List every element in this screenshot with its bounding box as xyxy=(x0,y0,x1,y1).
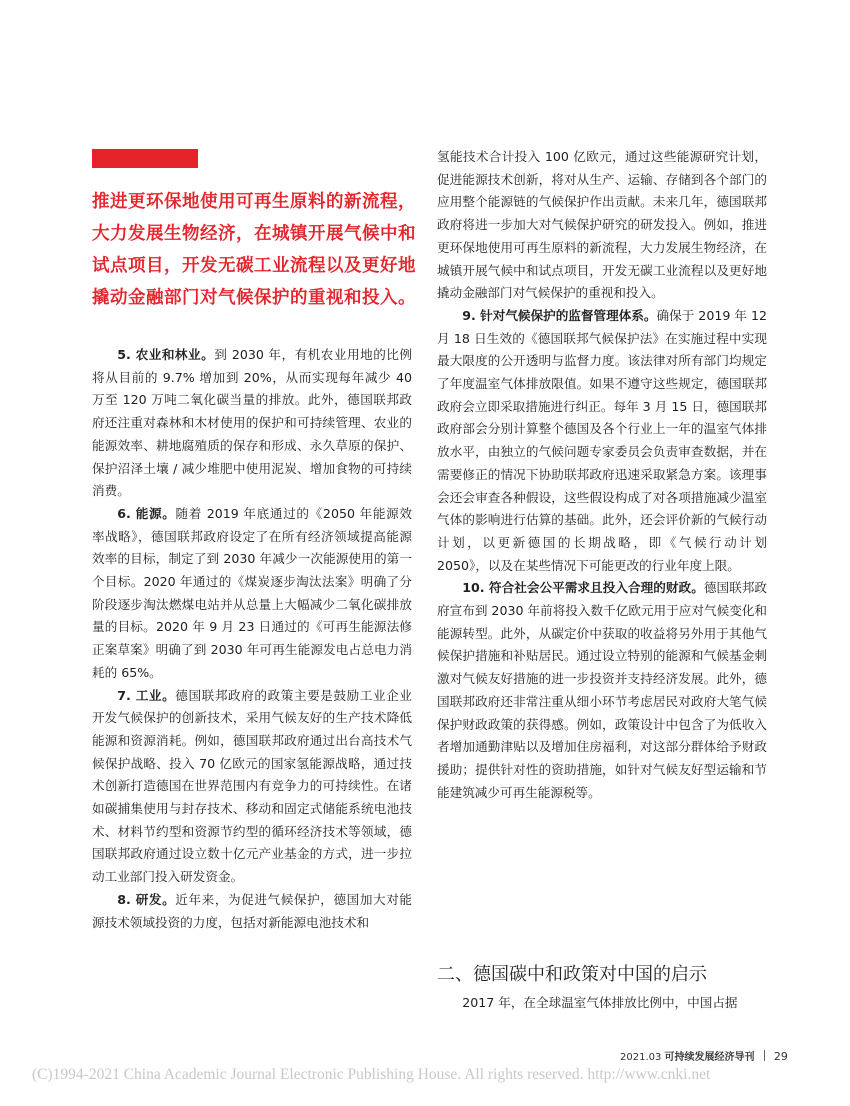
pull-quote-text: 推进更环保地使用可再生原料的新流程，大力发展生物经济，在城镇开展气候中和试点项目，开发无碳工业流程以及更好地撬动金融部门对气候保护的重视和投入。 xyxy=(92,192,416,308)
paragraph-supervision xyxy=(437,305,767,577)
heading-agriculture: 5. 农业和林业。 xyxy=(117,347,215,362)
paragraph-agriculture xyxy=(92,344,412,503)
paragraph-energy xyxy=(92,503,412,685)
body-industry: 德国联邦政府的政策主要是鼓励工业企业开发气候保护的创新技术，采用气候友好的生产技术降低能源和资源消耗。例如，德国联邦政府通过出台高技术气候保护战略、投入 70 亿欧元的国家氢能源战略，通过技术创新打造德国在世界范围内有竞争力的可持续性。在诸如碳捕集使用与封存技术、移动和固定式储能系统电池技术、材料节约型和资源节约型的循环经济技术等领域，德国联邦政府通过设立数十亿元产业基金的方式，进一步拉动工业部门投入研发资金。 xyxy=(92,687,412,885)
body-finance: 德国联邦政府宣布到 2030 年前将投入数千亿欧元用于应对气候变化和能源转型。此外，从碳定价中获取的收益将另外用于其他气候保护措施和补贴居民。通过设立特别的能源和气候基金刺激对气候友好措施的进一步投资并支持经济发展。此外，德国联邦政府还非常注重从细小环节考虑居民对政府大笔气候保护财政政策的获得感。例如，政策设计中包含了为低收入者增加通勤津贴以及增加住房福利，对这部分群体给予财政援助；提供针对性的资助措施，如针对气候友好型运输和节能建筑减少可再生能源税等。 xyxy=(437,580,768,800)
body-energy: 随着 2019 年底通过的《2050 年能源效率战略》，德国联邦政府设定了在所有经济领域提高能源效率的目标，制定了到 2030 年减少一次能源使用的第一个目标。2020 年通过的《煤炭逐步淘汰法案》明确了分阶段逐步淘汰燃煤电站并从总量上大幅减少二氧化碳排放量的目标。2020 年 9 月 23 日通过的《可再生能源法修正案草案》明确了到 2030 年可再生能源发电占总电力消耗的 65%。 xyxy=(92,505,412,680)
body-supervision: 确保于 2019 年 12 月 18 日生效的《德国联邦气候保护法》在实施过程中实现最大限度的公开透明与监督力度。该法律对所有部门均规定了年度温室气体排放限值。如果不遵守这些规定，德国联邦政府会立即采取措施进行纠正。每年 3 月 15 日，德国联邦政府部会分别计算整个德国及各个行业上一年的温室气体排放水平，由独立的气候问题专家委员会负责审查数据，并在需要修正的情况下协助联邦政府迅速采取紧急方案。该理事会还会审查各种假设，这些假设构成了对各项措施减少温室气体的影响进行估算的基础。此外，还会评价新的气候行动计划，以更新德国的长期战略，即《气候行动计划 2050》，以及在某些情况下可能更改的行业年度上限。 xyxy=(437,307,767,573)
pull-quote xyxy=(92,186,422,314)
footer-divider xyxy=(764,1050,765,1061)
paragraph-rnd xyxy=(92,889,412,934)
page-number: 29 xyxy=(773,1050,788,1063)
accent-bar xyxy=(92,149,198,168)
paragraph-industry xyxy=(92,685,412,889)
footer-issue: 2021.03 xyxy=(620,1052,662,1063)
heading-finance: 10. 符合社会公平需求且投入合理的财政。 xyxy=(462,580,704,596)
section-heading: 二、德国碳中和政策对中国的启示 xyxy=(437,964,707,985)
heading-industry: 7. 工业。 xyxy=(117,687,176,703)
final-paragraph: 2017 年，在全球温室气体排放比例中，中国占据 xyxy=(462,995,738,1010)
right-column xyxy=(437,146,767,804)
heading-energy: 6. 能源。 xyxy=(117,505,176,521)
paragraph-finance xyxy=(437,577,767,804)
heading-supervision: 9. 针对气候保护的监督管理体系。 xyxy=(462,307,657,323)
copyright-watermark: (C)1994-2021 China Academic Journal Electronic Publishing House. All rights reserved. http://www.cnki.net xyxy=(32,1066,711,1083)
footer-journal-name: 可持续发展经济导刊 xyxy=(664,1052,755,1063)
page-footer xyxy=(620,1048,788,1063)
body-agriculture: 到 2030 年，有机农业用地的比例将从目前的 9.7% 增加到 20%，从而实现每年减少 40 万至 120 万吨二氧化碳当量的排放。此外，德国联邦政府还注重对森林和木材使用的保护和可持续管理、农业的能源效率、耕地腐殖质的保存和形成、永久草原的保护、保护沼泽土壤 / 减少堆肥中使用泥炭、增加食物的可持续消费。 xyxy=(92,347,412,499)
final-paragraph-block xyxy=(437,992,767,1015)
body-rnd: 近年来，为促进气候保护，德国加大对能源技术领域投资的力度，包括对新能源电池技术和 xyxy=(92,891,412,930)
heading-rnd: 8. 研发。 xyxy=(117,891,176,907)
left-column xyxy=(92,344,412,934)
paragraph-rnd-continued: 氢能技术合计投入 100 亿欧元，通过这些能源研究计划，促进能源技术创新，将对从生产、运输、存储到各个部门的应用整个能源链的气候保护作出贡献。未来几年，德国联邦政府将进一步加大对气候保护研究的研发投入。例如，推进更环保地使用可再生原料的新流程，大力发展生物经济，在城镇开展气候中和试点项目，开发无碳工业流程以及更好地撬动金融部门对气候保护的重视和投入。 xyxy=(437,149,767,301)
